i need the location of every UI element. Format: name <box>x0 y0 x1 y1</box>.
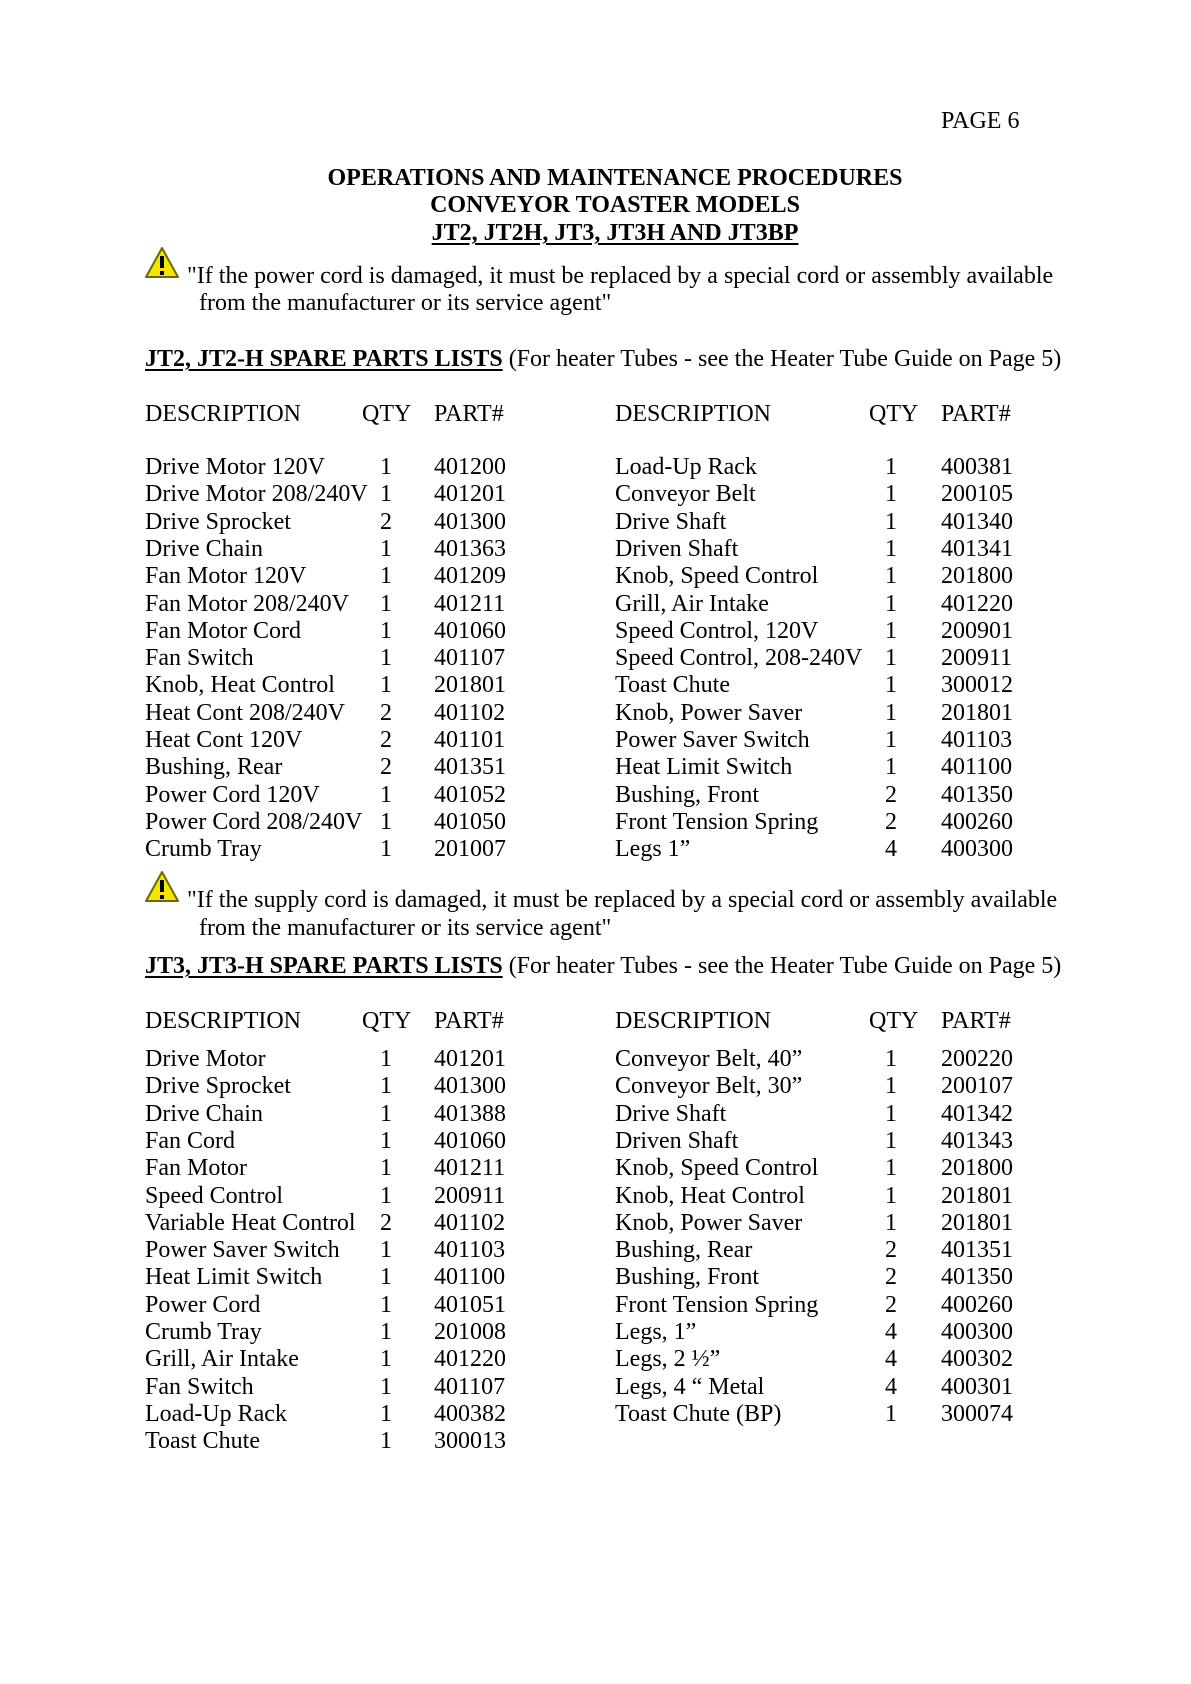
part-number: 401050 <box>434 808 506 835</box>
table-row <box>0 1347 1191 1375</box>
part-qty: 1 <box>380 1046 392 1072</box>
table-row <box>0 564 1191 592</box>
table-row <box>0 1074 1191 1102</box>
part-description: Toast Chute (BP) <box>615 1400 782 1427</box>
part-number: 400381 <box>941 454 1013 480</box>
part-description: Knob, Speed Control <box>615 563 819 590</box>
part-description: Heat Limit Switch <box>145 1264 323 1291</box>
part-qty: 1 <box>380 781 392 808</box>
col-header-part: PART# <box>434 1008 504 1034</box>
part-qty: 1 <box>380 1155 392 1182</box>
part-description: Load-Up Rack <box>615 454 757 480</box>
table-row <box>0 701 1191 729</box>
table-row <box>0 1047 1191 1075</box>
section-2-title-line <box>145 954 1061 978</box>
part-qty: 1 <box>380 590 392 617</box>
section-1-title-line <box>145 347 1061 371</box>
col-header-description: DESCRIPTION <box>145 401 302 427</box>
part-number: 200911 <box>941 645 1013 672</box>
part-description: Knob, Heat Control <box>615 1182 805 1209</box>
part-description: Grill, Air Intake <box>145 1346 299 1373</box>
part-number: 400260 <box>941 1291 1013 1318</box>
part-qty: 1 <box>380 1073 392 1100</box>
table-row <box>0 728 1191 756</box>
part-qty: 2 <box>885 1264 897 1291</box>
part-description: Speed Control, 208-240V <box>615 645 863 672</box>
part-description: Fan Motor 120V <box>145 563 307 590</box>
part-number: 401342 <box>941 1100 1013 1127</box>
part-description: Conveyor Belt <box>615 481 756 508</box>
table-row <box>0 810 1191 838</box>
table-row <box>0 455 1191 483</box>
part-number: 401343 <box>941 1127 1013 1154</box>
part-qty: 1 <box>380 1100 392 1127</box>
part-qty: 1 <box>885 1400 897 1427</box>
part-qty: 1 <box>380 1291 392 1318</box>
part-number: 401209 <box>434 563 506 590</box>
part-description: Knob, Power Saver <box>615 1209 803 1236</box>
part-number: 400302 <box>941 1346 1013 1373</box>
part-number: 401102 <box>434 699 506 726</box>
part-qty: 1 <box>380 808 392 835</box>
part-qty: 1 <box>380 1428 392 1455</box>
warning-2-line-1: "If the supply cord is damaged, it must be replaced by a special cord or assembly available <box>187 887 1058 913</box>
part-number: 401103 <box>434 1237 506 1264</box>
part-number: 401363 <box>434 535 506 562</box>
page-number: PAGE 6 <box>941 108 1020 134</box>
section-2-note: (For heater Tubes - see the Heater Tube Guide on Page 5) <box>502 953 1062 979</box>
part-qty: 1 <box>885 1209 897 1236</box>
part-number: 200105 <box>941 481 1013 508</box>
part-qty: 1 <box>885 1100 897 1127</box>
part-description: Heat Limit Switch <box>615 754 793 781</box>
part-description: Drive Motor <box>145 1046 266 1072</box>
part-number: 400382 <box>434 1400 506 1427</box>
table-row <box>0 1429 1191 1457</box>
table-row <box>0 1211 1191 1239</box>
part-description: Crumb Tray <box>145 836 262 863</box>
col-header-qty: QTY <box>362 401 412 427</box>
part-number: 401201 <box>434 1046 506 1072</box>
section-1-title: JT2, JT2-H SPARE PARTS LISTS <box>145 346 503 372</box>
table-row <box>0 482 1191 510</box>
part-description: Conveyor Belt, 30” <box>615 1073 803 1100</box>
part-qty: 1 <box>885 672 897 699</box>
part-number: 400300 <box>941 1319 1013 1345</box>
part-qty: 4 <box>885 1346 897 1373</box>
table-row <box>0 1293 1191 1321</box>
section-1-header-row <box>0 402 1191 430</box>
part-description: Fan Switch <box>145 1373 254 1400</box>
part-qty: 1 <box>380 1373 392 1400</box>
part-number: 401060 <box>434 1127 506 1154</box>
part-number: 401100 <box>434 1264 506 1291</box>
part-qty: 2 <box>380 508 392 535</box>
part-qty: 1 <box>380 1264 392 1291</box>
part-description: Drive Sprocket <box>145 1073 291 1100</box>
part-qty: 4 <box>885 1373 897 1400</box>
part-description: Power Cord <box>145 1291 261 1318</box>
part-number: 401101 <box>434 727 506 753</box>
table-row <box>0 1238 1191 1266</box>
part-qty: 4 <box>885 836 897 863</box>
part-number: 401350 <box>941 781 1013 808</box>
part-description: Drive Chain <box>145 1100 263 1127</box>
table-row <box>0 755 1191 783</box>
part-description: Heat Cont 120V <box>145 727 303 753</box>
part-description: Fan Switch <box>145 645 254 672</box>
header-line-1: OPERATIONS AND MAINTENANCE PROCEDURES <box>327 165 903 191</box>
part-qty: 1 <box>380 1400 392 1427</box>
part-description: Legs, 2 ½” <box>615 1346 721 1373</box>
table-row <box>0 1129 1191 1157</box>
part-description: Drive Shaft <box>615 1100 727 1127</box>
part-description: Drive Shaft <box>615 508 727 535</box>
part-number: 401211 <box>434 590 506 617</box>
part-number: 300074 <box>941 1400 1013 1427</box>
part-description: Legs 1” <box>615 836 691 863</box>
part-number: 401201 <box>434 481 506 508</box>
part-number: 401341 <box>941 535 1013 562</box>
part-description: Toast Chute <box>615 672 730 699</box>
part-number: 401388 <box>434 1100 506 1127</box>
part-number: 201801 <box>434 672 506 699</box>
table-row <box>0 673 1191 701</box>
table-row <box>0 592 1191 620</box>
part-number: 401051 <box>434 1291 506 1318</box>
part-description: Fan Cord <box>145 1127 235 1154</box>
part-number: 401351 <box>434 754 506 781</box>
part-description: Variable Heat Control <box>145 1209 356 1236</box>
part-qty: 1 <box>380 1182 392 1209</box>
warning-1-line-2: from the manufacturer or its service agent" <box>199 290 612 316</box>
part-description: Heat Cont 208/240V <box>145 699 345 726</box>
col-header-part: PART# <box>941 401 1011 427</box>
part-description: Bushing, Front <box>615 1264 760 1291</box>
part-number: 401052 <box>434 781 506 808</box>
table-row <box>0 1184 1191 1212</box>
part-number: 401351 <box>941 1237 1013 1264</box>
section-1-note: (For heater Tubes - see the Heater Tube Guide on Page 5) <box>502 346 1062 372</box>
part-qty: 1 <box>885 563 897 590</box>
col-header-part: PART# <box>941 1008 1011 1034</box>
table-row <box>0 537 1191 565</box>
part-qty: 4 <box>885 1319 897 1345</box>
part-qty: 1 <box>885 454 897 480</box>
part-qty: 1 <box>380 1237 392 1264</box>
part-description: Power Saver Switch <box>145 1237 340 1264</box>
part-description: Front Tension Spring <box>615 1291 819 1318</box>
warning-icon <box>144 870 180 904</box>
part-qty: 2 <box>885 808 897 835</box>
part-qty: 2 <box>380 1209 392 1236</box>
warning-icon <box>144 246 180 280</box>
part-number: 401100 <box>941 754 1013 781</box>
part-description: Load-Up Rack <box>145 1400 287 1427</box>
section-2-header-row <box>0 1009 1191 1037</box>
part-qty: 1 <box>885 590 897 617</box>
part-description: Knob, Power Saver <box>615 699 803 726</box>
part-number: 401107 <box>434 1373 506 1400</box>
table-row <box>0 783 1191 811</box>
part-number: 401220 <box>941 590 1013 617</box>
part-description: Crumb Tray <box>145 1319 262 1345</box>
part-qty: 1 <box>380 672 392 699</box>
part-description: Fan Motor 208/240V <box>145 590 349 617</box>
part-description: Toast Chute <box>145 1428 260 1455</box>
header-line-2: CONVEYOR TOASTER MODELS <box>430 192 800 218</box>
table-row <box>0 1402 1191 1430</box>
part-number: 201801 <box>941 1182 1013 1209</box>
warning-2-line-2: from the manufacturer or its service agent" <box>199 915 612 941</box>
part-number: 201008 <box>434 1319 506 1345</box>
part-description: Fan Motor <box>145 1155 247 1182</box>
part-number: 400260 <box>941 808 1013 835</box>
part-description: Drive Motor 208/240V <box>145 481 368 508</box>
part-description: Legs, 1” <box>615 1319 697 1345</box>
part-qty: 1 <box>885 617 897 644</box>
part-number: 401107 <box>434 645 506 672</box>
part-number: 300013 <box>434 1428 506 1455</box>
part-number: 401340 <box>941 508 1013 535</box>
part-description: Front Tension Spring <box>615 808 819 835</box>
part-description: Drive Sprocket <box>145 508 291 535</box>
part-description: Driven Shaft <box>615 535 739 562</box>
part-description: Conveyor Belt, 40” <box>615 1046 803 1072</box>
col-header-description: DESCRIPTION <box>615 401 772 427</box>
part-number: 201800 <box>941 1155 1013 1182</box>
table-row <box>0 1102 1191 1130</box>
part-qty: 1 <box>885 754 897 781</box>
part-description: Bushing, Rear <box>615 1237 753 1264</box>
part-qty: 1 <box>885 1127 897 1154</box>
warning-1-line-1: "If the power cord is damaged, it must be replaced by a special cord or assembly available <box>187 263 1054 289</box>
table-row <box>0 1320 1191 1348</box>
part-qty: 1 <box>380 454 392 480</box>
part-description: Fan Motor Cord <box>145 617 301 644</box>
part-qty: 1 <box>380 481 392 508</box>
part-number: 401211 <box>434 1155 506 1182</box>
part-qty: 2 <box>885 1291 897 1318</box>
col-header-qty: QTY <box>869 401 919 427</box>
part-description: Speed Control <box>145 1182 283 1209</box>
part-qty: 1 <box>380 1319 392 1345</box>
part-qty: 1 <box>885 1155 897 1182</box>
part-description: Grill, Air Intake <box>615 590 769 617</box>
part-qty: 1 <box>380 836 392 863</box>
part-description: Power Cord 120V <box>145 781 320 808</box>
table-row <box>0 619 1191 647</box>
part-number: 401300 <box>434 1073 506 1100</box>
part-number: 401350 <box>941 1264 1013 1291</box>
part-number: 401200 <box>434 454 506 480</box>
part-qty: 2 <box>380 699 392 726</box>
table-row <box>0 1265 1191 1293</box>
part-number: 200901 <box>941 617 1013 644</box>
part-qty: 2 <box>380 754 392 781</box>
part-qty: 2 <box>885 1237 897 1264</box>
part-description: Legs, 4 “ Metal <box>615 1373 765 1400</box>
part-qty: 1 <box>380 1346 392 1373</box>
part-number: 401300 <box>434 508 506 535</box>
part-qty: 1 <box>380 563 392 590</box>
part-qty: 1 <box>885 1046 897 1072</box>
part-number: 400300 <box>941 836 1013 863</box>
part-number: 201800 <box>941 563 1013 590</box>
part-description: Power Saver Switch <box>615 727 810 753</box>
table-row <box>0 646 1191 674</box>
part-number: 200220 <box>941 1046 1013 1072</box>
part-qty: 1 <box>380 1127 392 1154</box>
part-qty: 1 <box>885 1182 897 1209</box>
part-number: 200911 <box>434 1182 506 1209</box>
part-qty: 1 <box>380 617 392 644</box>
col-header-part: PART# <box>434 401 504 427</box>
part-qty: 1 <box>885 481 897 508</box>
part-description: Bushing, Rear <box>145 754 283 781</box>
table-row <box>0 1375 1191 1403</box>
part-number: 201801 <box>941 1209 1013 1236</box>
table-row <box>0 1156 1191 1184</box>
part-number: 401060 <box>434 617 506 644</box>
part-number: 300012 <box>941 672 1013 699</box>
table-row <box>0 510 1191 538</box>
part-qty: 1 <box>885 1073 897 1100</box>
part-description: Power Cord 208/240V <box>145 808 363 835</box>
part-description: Speed Control, 120V <box>615 617 819 644</box>
part-description: Drive Motor 120V <box>145 454 325 480</box>
part-number: 201007 <box>434 836 506 863</box>
col-header-description: DESCRIPTION <box>145 1008 302 1034</box>
part-description: Bushing, Front <box>615 781 760 808</box>
header-models: JT2, JT2H, JT3, JT3H AND JT3BP <box>431 220 799 246</box>
part-description: Knob, Heat Control <box>145 672 335 699</box>
part-qty: 1 <box>380 645 392 672</box>
col-header-qty: QTY <box>362 1008 412 1034</box>
part-number: 400301 <box>941 1373 1013 1400</box>
part-qty: 1 <box>885 699 897 726</box>
part-number: 200107 <box>941 1073 1013 1100</box>
part-number: 401102 <box>434 1209 506 1236</box>
part-number: 401220 <box>434 1346 506 1373</box>
col-header-description: DESCRIPTION <box>615 1008 772 1034</box>
part-qty: 2 <box>885 781 897 808</box>
part-qty: 1 <box>380 535 392 562</box>
part-qty: 1 <box>885 645 897 672</box>
table-row <box>0 837 1191 865</box>
part-description: Driven Shaft <box>615 1127 739 1154</box>
col-header-qty: QTY <box>869 1008 919 1034</box>
part-qty: 2 <box>380 727 392 753</box>
part-description: Knob, Speed Control <box>615 1155 819 1182</box>
part-number: 201801 <box>941 699 1013 726</box>
part-description: Drive Chain <box>145 535 263 562</box>
part-qty: 1 <box>885 727 897 753</box>
section-2-title: JT3, JT3-H SPARE PARTS LISTS <box>145 953 503 979</box>
part-qty: 1 <box>885 535 897 562</box>
part-number: 401103 <box>941 727 1013 753</box>
part-qty: 1 <box>885 508 897 535</box>
